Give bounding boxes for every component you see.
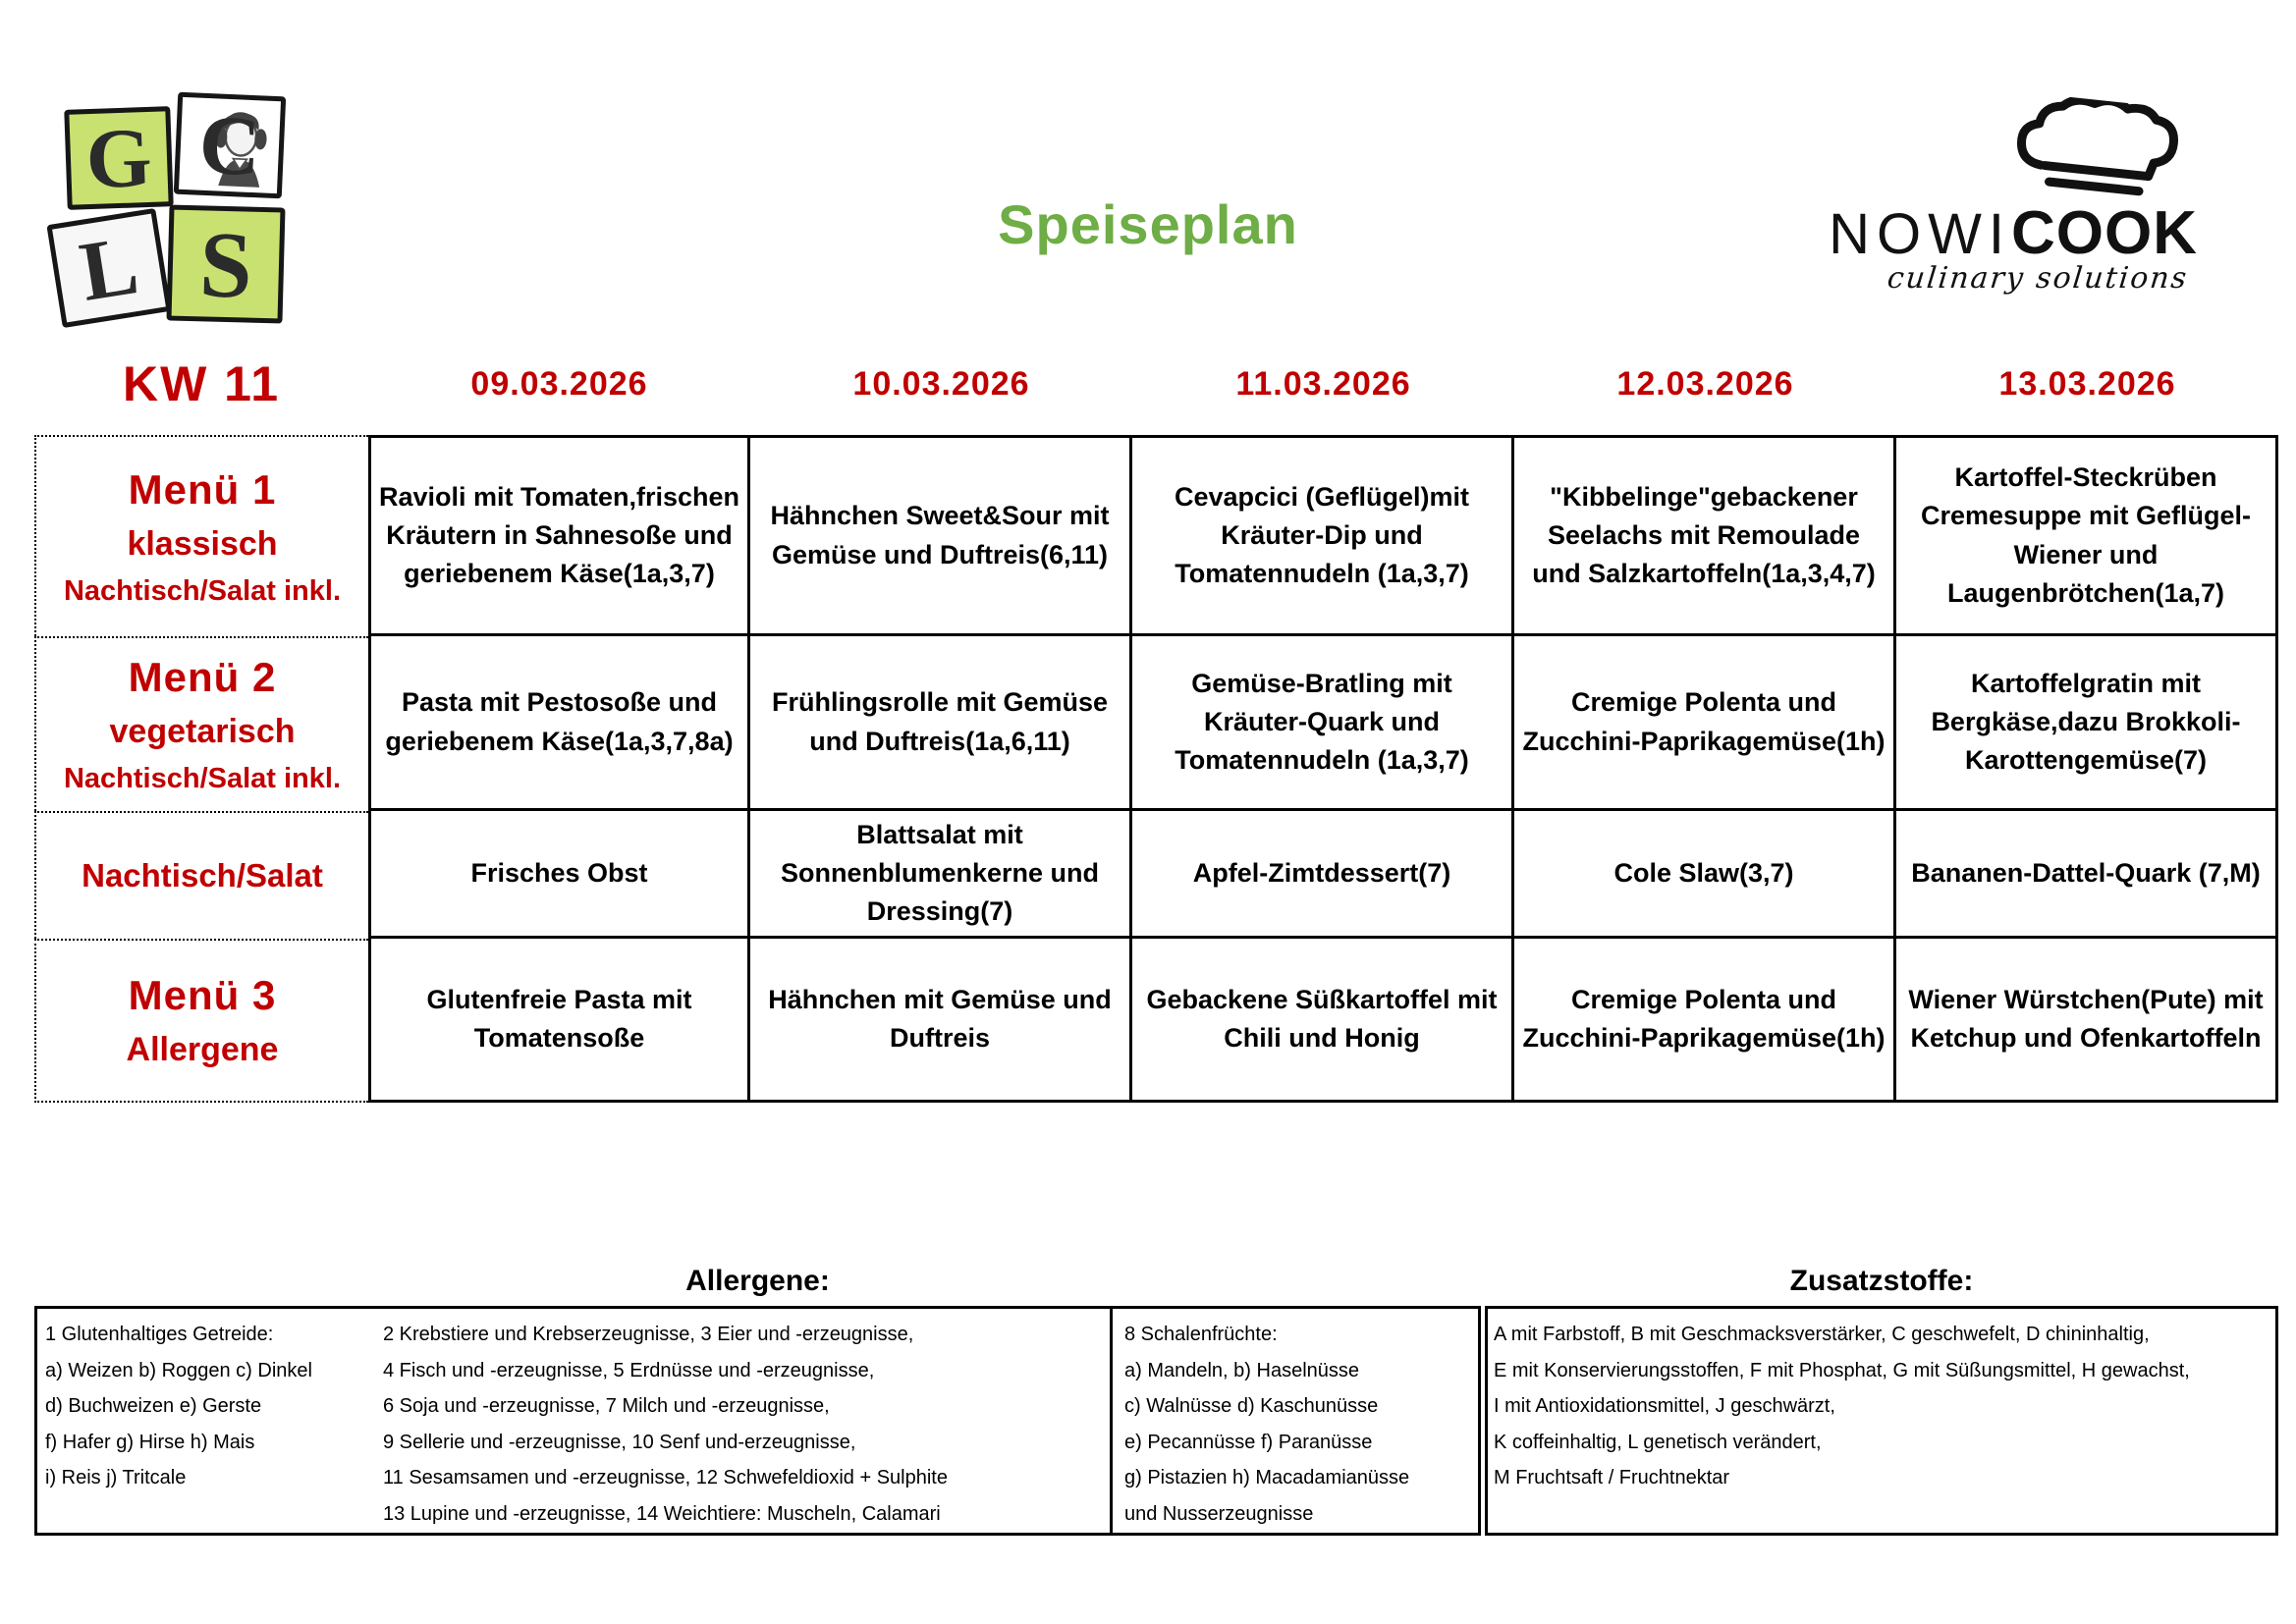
logo-letter: C bbox=[196, 96, 263, 194]
menu-cell: Cevapcici (Geflügel)mit Kräuter-Dip und Tomatennudeln (1a,3,7) bbox=[1132, 435, 1514, 636]
allergene-col-main bbox=[383, 1309, 1110, 1533]
legend-line: 11 Sesamsamen und -erzeugnisse, 12 Schwefeldioxid + Sulphite bbox=[383, 1467, 948, 1489]
brand-name bbox=[1829, 198, 2198, 268]
chef-hat-icon bbox=[2008, 91, 2185, 211]
menu-cell: Bananen-Dattel-Quark (7,M) bbox=[1896, 811, 2278, 939]
row-label-line: Nachtisch/Salat bbox=[82, 857, 323, 893]
menu-cell: Pasta mit Pestosoße und geriebenem Käse(1a,3,7,8a) bbox=[368, 636, 750, 811]
menu-cell: "Kibbelinge"gebackener Seelachs mit Remoulade und Salzkartoffeln(1a,3,4,7) bbox=[1514, 435, 1896, 636]
date-column-header: 11.03.2026 bbox=[1235, 364, 1411, 403]
menu-cell: Frisches Obst bbox=[368, 811, 750, 939]
row-label-line: vegetarisch bbox=[109, 713, 296, 750]
legend-line: d) Buchweizen e) Gerste bbox=[45, 1395, 262, 1417]
menu-cell: Cremige Polenta und Zucchini-Paprikagemüse(1h) bbox=[1514, 939, 1896, 1103]
menu-cell: Kartoffelgratin mit Bergkäse,dazu Brokkoli-Karottengemüse(7) bbox=[1896, 636, 2278, 811]
legend-line: e) Pecannüsse f) Paranüsse bbox=[1124, 1431, 1373, 1453]
menu-cell: Gebackene Süßkartoffel mit Chili und Honig bbox=[1132, 939, 1514, 1103]
menu-cell: Kartoffel-Steckrüben Cremesuppe mit Geflügel-Wiener und Laugenbrötchen(1a,7) bbox=[1896, 435, 2278, 636]
menu-cell: Hähnchen mit Gemüse und Duftreis bbox=[750, 939, 1132, 1103]
legend-line: 9 Sellerie und -erzeugnisse, 10 Senf und-erzeugnisse, bbox=[383, 1431, 856, 1453]
legend-line: A mit Farbstoff, B mit Geschmacksverstärker, C geschwefelt, D chininhaltig, bbox=[1494, 1324, 2150, 1345]
legend-line: 13 Lupine und -erzeugnisse, 14 Weichtiere: Muscheln, Calamari bbox=[383, 1502, 941, 1525]
logo-letter: S bbox=[197, 210, 254, 318]
row-label-line: Nachtisch/Salat inkl. bbox=[63, 763, 342, 794]
date-column-header: 13.03.2026 bbox=[1998, 364, 2176, 403]
date-column-header: 10.03.2026 bbox=[852, 364, 1030, 403]
row-label-line: Menü 3 bbox=[128, 972, 277, 1018]
row-label-nachtisch bbox=[34, 811, 368, 939]
menu-cell: Blattsalat mit Sonnenblumenkerne und Dressing(7) bbox=[750, 811, 1132, 939]
zusatzstoffe-col bbox=[1494, 1309, 2269, 1533]
legend-line: 2 Krebstiere und Krebserzeugnisse, 3 Eier und -erzeugnisse, bbox=[383, 1324, 914, 1345]
row-label-line: klassisch bbox=[127, 524, 278, 563]
row-label-menu2 bbox=[34, 636, 368, 811]
legend-line: c) Walnüsse d) Kaschunüsse bbox=[1124, 1395, 1379, 1417]
logo-letter: L bbox=[74, 217, 144, 319]
legend-line: 6 Soja und -erzeugnisse, 7 Milch und -erzeugnisse, bbox=[383, 1395, 830, 1417]
menu-cell: Cremige Polenta und Zucchini-Paprikagemüse(1h) bbox=[1514, 636, 1896, 811]
menu-cell: Glutenfreie Pasta mit Tomatensoße bbox=[368, 939, 750, 1103]
date-header-row bbox=[34, 355, 2278, 412]
brand-tagline: culinary solutions bbox=[1886, 261, 2190, 296]
menu-cell: Ravioli mit Tomaten,frischen Kräutern in Sahnesoße und geriebenem Käse(1a,3,7) bbox=[368, 435, 750, 636]
date-column-header: 12.03.2026 bbox=[1616, 364, 1794, 403]
legend-line: a) Mandeln, b) Haselnüsse bbox=[1124, 1359, 1360, 1381]
allergene-heading: Allergene: bbox=[685, 1265, 830, 1297]
page-title: Speiseplan bbox=[998, 193, 1298, 255]
row-label-line: Menü 1 bbox=[128, 465, 277, 513]
row-label-menu3 bbox=[34, 939, 368, 1103]
legend-line: I mit Antioxidationsmittel, J geschwärzt, bbox=[1494, 1395, 1835, 1417]
date-column-header: 09.03.2026 bbox=[470, 364, 648, 403]
menu-cell: Cole Slaw(3,7) bbox=[1514, 811, 1896, 939]
menu-table bbox=[34, 435, 2278, 1103]
legend-line: g) Pistazien h) Macadamianüsse bbox=[1124, 1467, 1410, 1489]
week-label: KW 11 bbox=[122, 356, 281, 411]
zusatzstoffe-box bbox=[1485, 1306, 2278, 1536]
zusatzstoffe-heading: Zusatzstoffe: bbox=[1789, 1265, 1974, 1297]
legend-line: a) Weizen b) Roggen c) Dinkel bbox=[45, 1359, 312, 1381]
allergene-col-schalenfruechte bbox=[1110, 1309, 1475, 1533]
brand-name-thin: NOWI bbox=[1829, 202, 2011, 266]
legend-line: i) Reis j) Tritcale bbox=[45, 1467, 187, 1489]
legend-line: E mit Konservierungsstoffen, F mit Phosphat, G mit Süßungsmittel, H gewachst, bbox=[1494, 1359, 2190, 1381]
allergene-col-gluten bbox=[45, 1309, 379, 1533]
menu-cell: Hähnchen Sweet&Sour mit Gemüse und Duftreis(6,11) bbox=[750, 435, 1132, 636]
menu-cell: Frühlingsrolle mit Gemüse und Duftreis(1a,6,11) bbox=[750, 636, 1132, 811]
menu-cell: Wiener Würstchen(Pute) mit Ketchup und Ofenkartoffeln bbox=[1896, 939, 2278, 1103]
row-label-menu1 bbox=[34, 435, 368, 636]
legend-line: 1 Glutenhaltiges Getreide: bbox=[45, 1324, 274, 1345]
legend-line: M Fruchtsaft / Fruchtnektar bbox=[1494, 1467, 1730, 1489]
legend-line: und Nusserzeugnisse bbox=[1124, 1502, 1314, 1525]
row-label-line: Menü 2 bbox=[128, 654, 277, 700]
allergene-box bbox=[34, 1306, 1481, 1536]
brand-name-bold: COOK bbox=[2011, 199, 2198, 267]
row-label-line: Nachtisch/Salat inkl. bbox=[63, 574, 342, 607]
legend-line: K coffeinhaltig, L genetisch verändert, bbox=[1494, 1431, 1822, 1453]
logo-tile-c bbox=[174, 92, 286, 199]
menu-cell: Apfel-Zimtdessert(7) bbox=[1132, 811, 1514, 939]
legend-line: f) Hafer g) Hirse h) Mais bbox=[45, 1431, 255, 1453]
logo-letter: G bbox=[83, 109, 154, 207]
nowicook-logo bbox=[1746, 108, 2198, 296]
legend-line: 4 Fisch und -erzeugnisse, 5 Erdnüsse und -erzeugnisse, bbox=[383, 1359, 875, 1381]
row-label-line: Allergene bbox=[126, 1031, 279, 1068]
legend-line: 8 Schalenfrüchte: bbox=[1124, 1324, 1278, 1345]
menu-cell: Gemüse-Bratling mit Kräuter-Quark und Tomatennudeln (1a,3,7) bbox=[1132, 636, 1514, 811]
